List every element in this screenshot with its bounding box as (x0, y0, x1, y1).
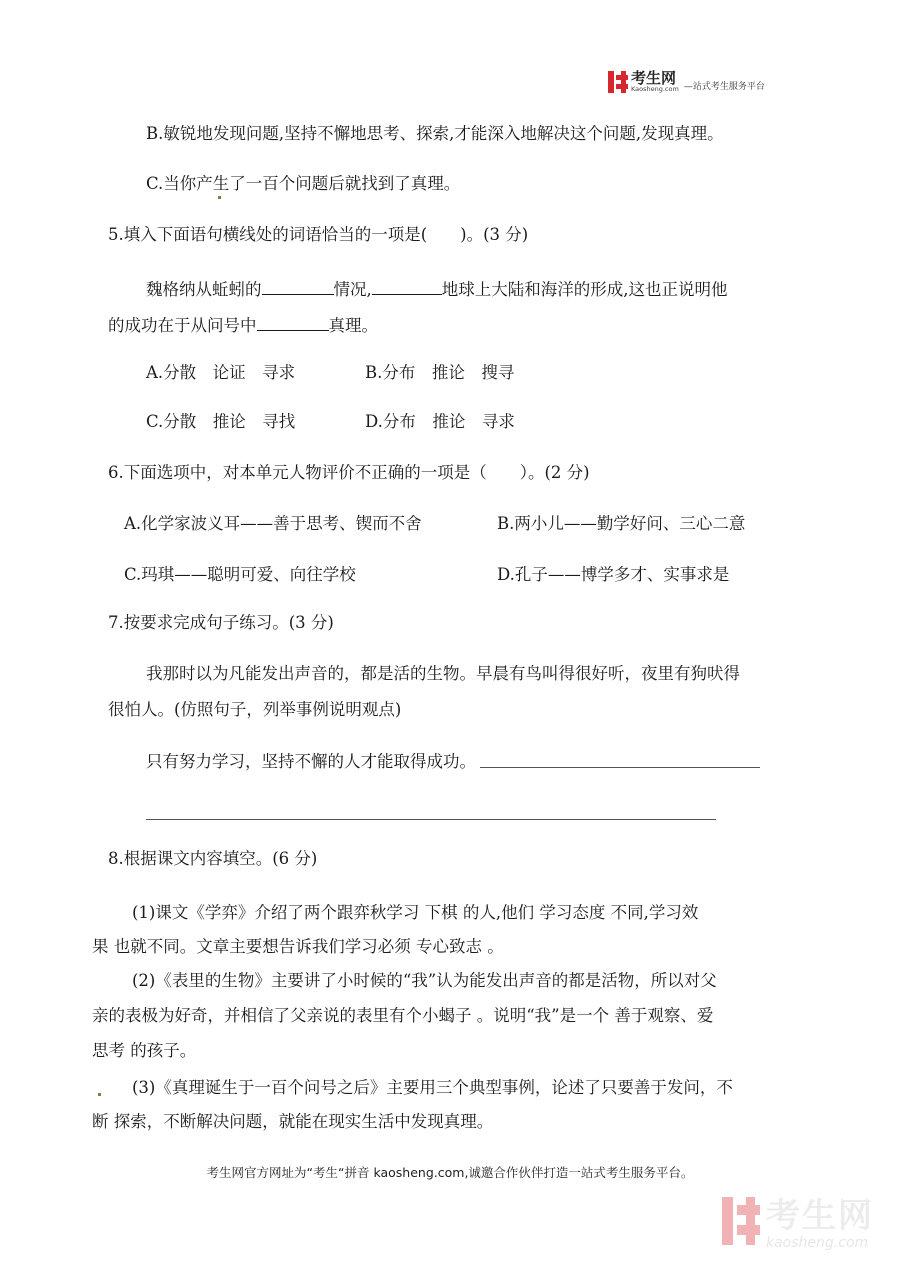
q5-blank-3[interactable] (257, 312, 329, 331)
watermark-title: 考生网 (766, 1196, 874, 1236)
q8-item2-line3: 思考 的孩子。 (92, 1041, 197, 1060)
q8-item2-line1: (2)《表里的生物》主要讲了小时候的“我”认为能发出声音的都是活物，所以对父 (132, 971, 717, 990)
q7-title: 7.按要求完成句子练习。(3 分) (108, 613, 334, 632)
q5-title: 5.填入下面语句横线处的词语恰当的一项是( )。(3 分) (108, 225, 529, 244)
q5-option-c: C.分散 推论 寻找 (146, 412, 296, 431)
q7-passage-line1: 我那时以为凡能发出声音的，都是活的生物。早晨有鸟叫得很好听，夜里有狗吠得 (146, 664, 740, 683)
q5-option-b: B.分布 推论 搜寻 (365, 363, 515, 382)
stray-dot (218, 196, 221, 199)
q5-sentence-part1: 魏格纳从蚯蚓的 (146, 280, 262, 299)
kaosheng-logo-icon (608, 71, 628, 93)
q8-item3-line2: 断 探索，不断解决问题，就能在现实生活中发现真理。 (92, 1112, 494, 1131)
q5-option-a: A.分散 论证 寻求 (146, 363, 296, 382)
q5-sentence-line2 (108, 312, 378, 338)
q5-sentence-line1 (146, 276, 728, 302)
q8-item1-line1: (1)课文《学弈》介绍了两个跟弈秋学习 下棋 的人,他们 学习态度 不同,学习效 (132, 903, 699, 922)
q5-sentence-part4: 的成功在于从问号中 (108, 316, 257, 335)
q7-passage-line2: 很怕人。(仿照句子，列举事例说明观点) (108, 700, 402, 719)
q6-option-a: A.化学家波义耳——善于思考、锲而不舍 (124, 514, 422, 533)
q6-option-b: B.两小儿——勤学好问、三心二意 (497, 514, 746, 533)
watermark-logo-icon (722, 1197, 760, 1245)
q5-blank-2[interactable] (372, 276, 442, 295)
q8-item2-line2: 亲的表极为好奇，并相信了父亲说的表里有个小蝎子 。说明“我”是一个 善于观察、爱 (92, 1006, 714, 1025)
q5-sentence-part2: 情况, (333, 280, 372, 299)
q6-option-c: C.玛琪——聪明可爱、向往学校 (124, 565, 356, 584)
watermark-domain: kaosheng.com (766, 1235, 869, 1251)
q5-sentence-part5: 真理。 (328, 316, 378, 335)
logo-title: 考生网 (631, 69, 677, 88)
q4-option-c: C.当你产生了一百个问题后就找到了真理。 (146, 174, 461, 193)
q7-answer-line-2[interactable] (146, 819, 716, 820)
q5-sentence-part3: 地球上大陆和海洋的形成,这也正说明他 (441, 280, 728, 299)
logo-slogan: —站式考生服务平台 (683, 81, 765, 92)
q8-item3-line1: (3)《真理诞生于一百个问号之后》主要用三个典型事例，论述了只要善于发问，不 (132, 1078, 733, 1097)
q6-option-d: D.孔子——博学多才、实事求是 (497, 565, 730, 584)
q7-prompt: 只有努力学习，坚持不懈的人才能取得成功。 (146, 752, 476, 771)
footer-note: 考生网官方网址为“考生“拼音 kaosheng.com,诚邀合作伙伴打造一站式考生服务平台。 (206, 1165, 694, 1180)
q5-blank-1[interactable] (262, 276, 334, 295)
q6-title: 6.下面选项中，对本单元人物评价不正确的一项是（ ）。(2 分) (108, 463, 590, 482)
q7-answer-line-1[interactable] (480, 767, 760, 768)
stray-dot (98, 1093, 101, 1096)
logo-domain: Kaosheng.com (631, 85, 679, 94)
header-logo (608, 68, 765, 96)
q8-item1-line2: 果 也就不同。文章主要想告诉我们学习必须 专心致志 。 (92, 937, 504, 956)
watermark (722, 1197, 874, 1251)
q4-option-b: B.敏锐地发现问题,坚持不懈地思考、探索,才能深入地解决这个问题,发现真理。 (146, 124, 724, 143)
q8-title: 8.根据课文内容填空。(6 分) (108, 849, 318, 868)
q5-option-d: D.分布 推论 寻求 (365, 412, 515, 431)
